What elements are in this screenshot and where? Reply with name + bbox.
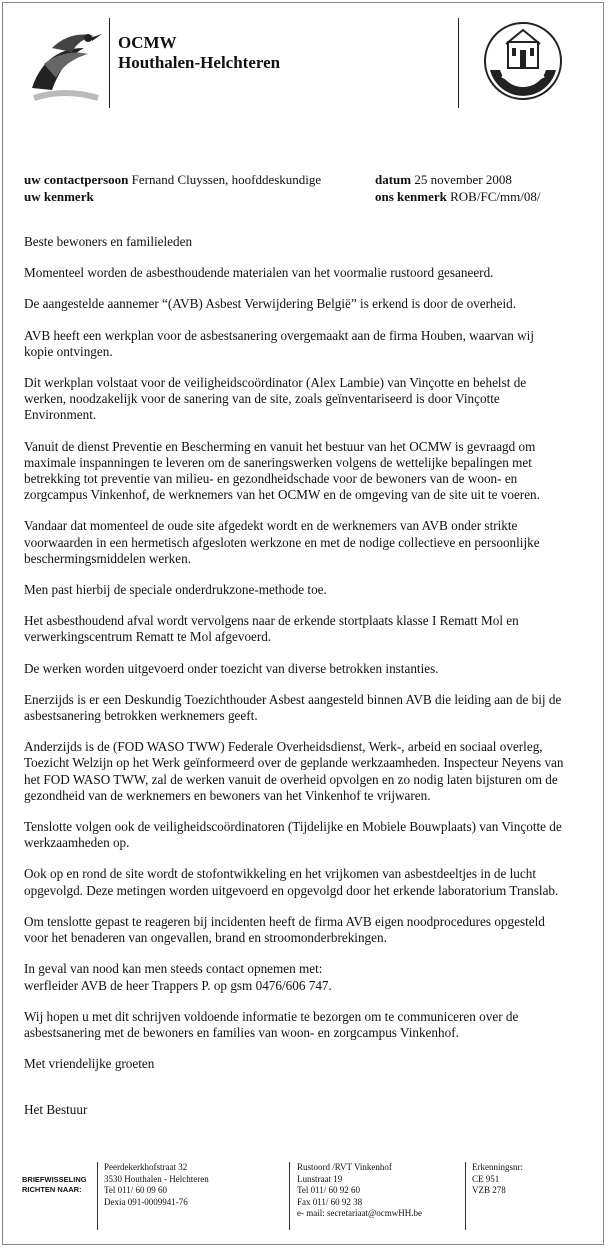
footer-address-vinkenhof: Rustoord /RVT Vinkenhof Lunstraat 19 Tel 011/ 60 92 60 Fax 011/ 60 92 38 e- mail: secretariaat@ocmwHH.be xyxy=(297,1162,422,1218)
paragraph: Enerzijds is er een Deskundig Toezichthouder Asbest aangesteld binnen AVB die leiding aan de bij de asbestsanering betrokken werknemers geeft. xyxy=(24,691,562,724)
footer-accreditation: Erkenningsnr: CE 951 VZB 278 xyxy=(472,1162,523,1195)
ref-label: uw kenmerk xyxy=(24,189,94,204)
paragraph: Dit werkplan volstaat voor de veiligheidscoördinator (Alex Lambie) van Vinçotte en behelst de werken, noodzakelijk voor de sanering van de site, zoals geïnventariseerd is door Vinçotte Environment. xyxy=(24,375,527,423)
meta-left xyxy=(24,171,321,205)
header-divider-left xyxy=(109,18,110,108)
salutation: Beste bewoners en familieleden xyxy=(24,234,193,249)
org-line-1: OCMW xyxy=(118,33,177,52)
our-ref-row xyxy=(375,188,540,205)
paragraph: Vandaar dat momenteel de oude site afgedekt wordt en de werknemers van AVB onder strikte voorwaarden in een hermetisch afgesloten werkzone en met de nodige collectieve en persoonlijke beschermingsmiddelen werken. xyxy=(24,518,540,566)
header-divider-right xyxy=(458,18,459,108)
ref-row xyxy=(24,188,321,205)
paragraph: Momenteel worden de asbesthoudende materialen van het voormalie rustoord gesaneerd. xyxy=(24,265,494,281)
our-ref-value: ROB/FC/mm/08/ xyxy=(450,189,541,204)
paragraph: Wij hopen u met dit schrijven voldoende informatie te bezorgen om te communiceren over de asbestsanering met de bewoners en families van woon- en zorgcampus Vinkenhof. xyxy=(24,1008,519,1040)
contact-row xyxy=(24,171,321,188)
date-value: 25 november 2008 xyxy=(414,172,512,187)
meta-right xyxy=(375,171,540,205)
paragraph: De werken worden uitgevoerd onder toezicht van diverse betrokken instanties. xyxy=(24,660,439,676)
paragraph: Ook op en rond de site wordt de stofontwikkeling en het vrijkomen van asbestdeeltjes in de lucht opgevolgd. Deze metingen worden uitgevoerd en opgevolgd door het erkende laboratorium Translab. xyxy=(24,866,559,898)
letter-body xyxy=(24,234,592,1119)
paragraph: Anderzijds is de (FOD WASO TWW) Federale Overheidsdienst, Werk-, arbeid en sociaal overleg, Toezicht Welzijn op het Werk geïnformeerd over de geplande werkzaamheden. Inspecteur Neyens van het FOD WASO TWW, zal de werken vanuit de overheid opvolgen en zo nodig laten bijsturen om de gezondheid van de werknemers en bewoners van het Vinkenhof te vrijwaren. xyxy=(24,739,564,803)
date-row xyxy=(375,171,540,188)
org-line-2: Houthalen-Helchteren xyxy=(118,53,281,72)
contact-label: uw contactpersoon xyxy=(24,172,129,187)
paragraph: Tenslotte volgen ook de veiligheidscoördinatoren (Tijdelijke en Mobiele Bouwplaats) van Vinçotte de werkzaamheden op. xyxy=(24,819,562,851)
contact-value: Fernand Cluyssen, hoofddeskundige xyxy=(131,172,322,187)
paragraph: In geval van nood kan men steeds contact opnemen met: werfleider AVB de heer Trappers P. op gsm 0476/606 747. xyxy=(24,961,332,993)
paragraph: Men past hierbij de speciale onderdrukzone-methode toe. xyxy=(24,582,327,598)
footer-heading: BRIEFWISSELING RICHTEN NAAR: xyxy=(22,1175,87,1194)
paragraph: AVB heeft een werkplan voor de asbestsanering overgemaakt aan de firma Houben, waarvan wij kopie ontvingen. xyxy=(24,327,534,359)
signature: Het Bestuur xyxy=(24,1102,88,1118)
organization-name xyxy=(118,33,280,73)
footer-divider-1 xyxy=(97,1162,98,1230)
our-ref-label: ons kenmerk xyxy=(375,189,447,204)
date-label: datum xyxy=(375,172,412,187)
footer-divider-3 xyxy=(465,1162,466,1230)
bird-logo-icon xyxy=(22,18,108,104)
footer-divider-2 xyxy=(289,1162,290,1230)
paragraph: Het asbesthoudend afval wordt vervolgens naar de erkende stortplaats klasse I Rematt Mol en verwerkingscentrum Rematt te Mol afgevoerd. xyxy=(24,613,519,645)
ocmw-emblem-icon xyxy=(482,20,564,102)
closing: Met vriendelijke groeten xyxy=(24,1056,155,1072)
footer xyxy=(0,1162,608,1240)
paragraph: Om tenslotte gepast te reageren bij incidenten heeft de firma AVB eigen noodprocedures opgesteld voor het benaderen van ongevallen, brand en stroomonderbrekingen. xyxy=(24,913,545,946)
paragraph: Vanuit de dienst Preventie en Bescherming en vanuit het bestuur van het OCMW is gevraagd om maximale inspanningen te leveren om de saneringswerken volgens de wettelijke bepalingen met betrekking tot preventie van milieu- en gezondheidschade voor de bewoners van de woon- en zorgcampus Vinkenhof, de werknemers van het OCMW en de omgeving van de site uit te voeren. xyxy=(24,438,540,503)
paragraph: De aangestelde aannemer “(AVB) Asbest Verwijdering België” is erkend is door de overheid. xyxy=(24,296,517,312)
footer-address-main: Peerdekerkhofstraat 32 3530 Houthalen - Helchteren Tel 011/ 60 09 60 Dexia 091-0009941-76 xyxy=(104,1162,209,1207)
